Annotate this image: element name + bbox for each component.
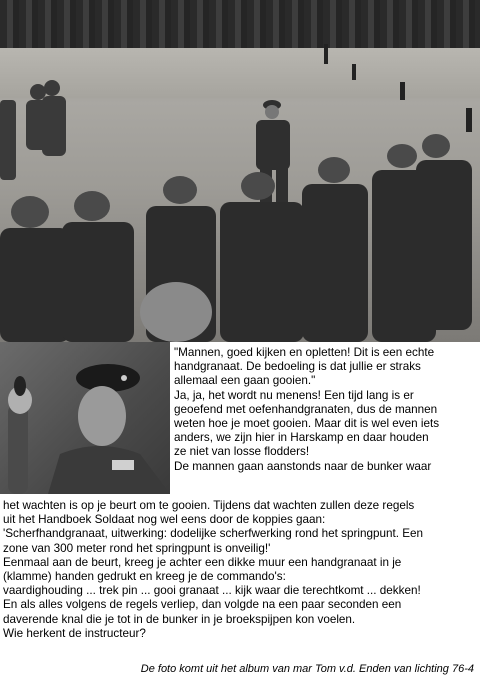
article-text-full-width: het wachten is op je beurt om te gooien. Tijdens dat wachten zullen deze regels uit het Handboek Soldaat nog wel eens door de koppies gaan: 'Scherfhandgranaat, uitwerking: dodelijke scherfwerking rond het springpunt. Een zone van 300 meter rond het springpunt is onveilig!' Eenmaal aan de beurt, kreeg je achter een dikke muur een handgranaat in je (klamme) handen gedrukt en kreeg je de commando's: vaardighouding ... trek pin ... gooi granaat ... kijk waar die terechtkomt ... dekken! En als alles volgens de regels verliep, dan volgde na een paar seconden een daverende knal die je tot in de bunker in je broekspijpen kon voelen. Wie herkent de instructeur? — [3, 499, 423, 640]
photo-instructor-illustration — [0, 342, 170, 494]
article-text-beside-photo: "Mannen, goed kijken en opletten! Dit is een echte handgranaat. De bedoeling is dat jullie er straks allemaal een gaan gooien." Ja, ja, het wordt nu menens! Een tijd lang is er geoefend met oefenhandgranaten, dus de mannen weten hoe je moet gooien. Maar dit is wel even iets anders, we zijn hier in Harskamp en daar houden ze niet van losse flodders! De mannen gaan aanstonds naar de bunker waar — [174, 346, 440, 473]
photo-credit: De foto komt uit het album van mar Tom v.d. Enden van lichting 76-4 — [140, 663, 474, 675]
photo-instructor-portrait — [0, 342, 170, 494]
